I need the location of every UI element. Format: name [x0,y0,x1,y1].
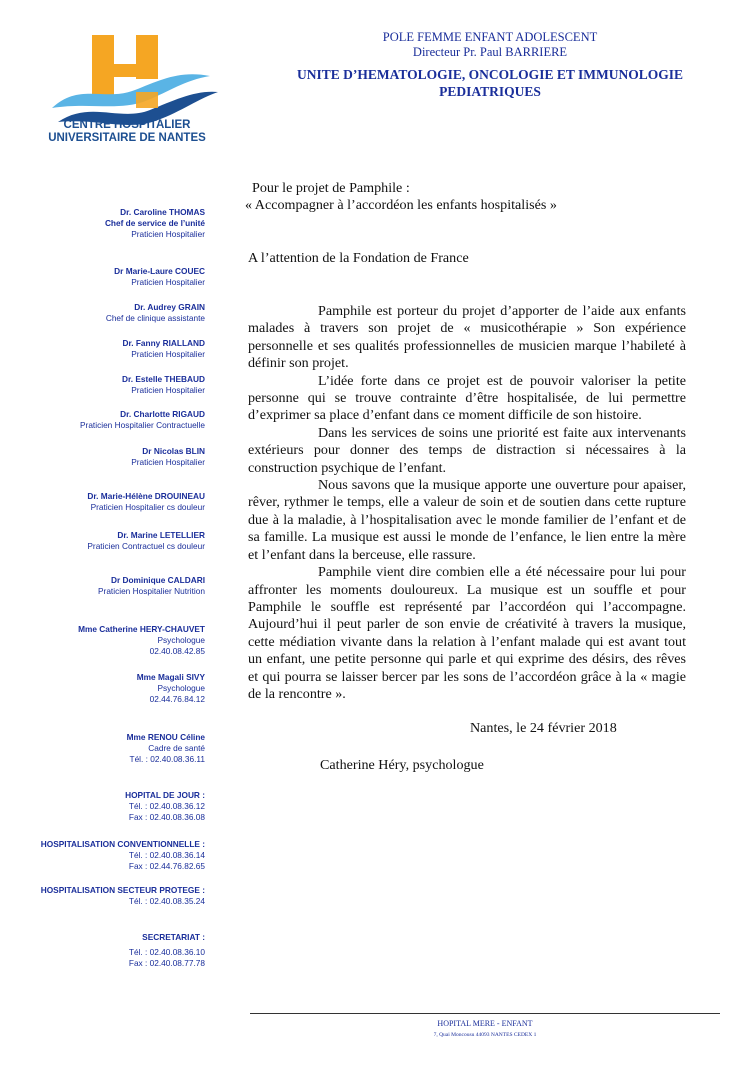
contact-fax: Fax : 02.44.76.82.65 [128,861,205,872]
staff-title: Praticien Hospitalier [131,349,205,360]
paragraph: Dans les services de soins une priorité est faite aux intervenants extérieurs pour donner des temps de distraction si nécessaires à la construction psychique de l’enfant. [248,424,686,476]
unit-title [250,66,730,100]
staff-entry [30,491,205,513]
footer-address: 7, Quai Moncousu 44093 NANTES CEDEX 1 [433,1032,537,1038]
contact-label: HOPITAL DE JOUR : [125,790,205,800]
staff-title: Praticien Hospitalier [131,385,205,396]
staff-title: Cadre de santé [148,743,205,754]
letter-body [248,303,686,703]
staff-entry [30,446,205,468]
paragraph: Pamphile est porteur du projet d’apporter de l’aide aux enfants malades à travers son projet de « musicothérapie » Son expérience personnelle et ses qualités professionnelles de musicien marque l’habileté à définir son projet. [248,303,686,372]
contact-entry [30,790,205,824]
staff-title: Psychologue [157,683,205,694]
staff-name: Dr. Charlotte RIGAUD [120,409,205,419]
logo-line2: UNIVERSITAIRE DE NANTES [48,132,206,144]
contact-phone: Tél. : 02.40.08.35.24 [128,896,205,907]
pole-title: POLE FEMME ENFANT ADOLESCENT [382,30,598,44]
staff-entry [30,374,205,396]
letter-date: Nantes, le 24 février 2018 [470,720,617,736]
staff-entry [30,409,205,431]
staff-phone: 02.40.08.42.85 [149,646,205,657]
staff-entry [30,302,205,324]
staff-title: Praticien Hospitalier cs douleur [90,502,205,513]
logo-text [32,119,222,145]
staff-title: Praticien Contractuel cs douleur [87,541,205,552]
staff-name: Dr. Marie-Hélène DROUINEAU [87,491,205,501]
paragraph: Pamphile vient dire combien elle a été nécessaire pour lui pour affronter les moments douloureux. La musique est un souffle et pour Pamphile le souffle est représenté par l’accordéon qui l’accompagne. Aujourd’hui il peut parler de son envie de créativité à travers la musique, cette médiation vivante dans la relation à l’enfant malade qui est avant tout un enfant, une petite personne qui parle et qui exprime des désirs, des rêves et qui pourra se laisser bercer par les sons de l’accordéon grâce à la « magie de la rencontre ». [248,564,686,702]
paragraph: Nous savons que la musique apporte une ouverture pour apaiser, rêver, rythmer le temps, elle a valeur de soin et de soutien dans cette rupture due à la maladie, à l’hospitalisation avec le monde familier de l’enfant et de sa famille. La musique est aussi le monde de l’enfance, le lien entre la mère et l’enfant dans la berceuse, elle rassure. [248,477,686,563]
footer-hospital: HOPITAL MERE - ENFANT [437,1019,533,1028]
contact-phone: Tél. : 02.40.08.36.12 [128,801,205,812]
contact-entry [30,839,205,873]
logo-line1: CENTRE HOSPITALIER [63,119,191,131]
staff-name: Dr. Caroline THOMAS [120,207,205,217]
staff-phone: 02.44.76.84.12 [149,694,205,705]
staff-entry [30,672,205,706]
contact-label: HOSPITALISATION CONVENTIONNELLE : [40,839,205,849]
staff-name: Dr Nicolas BLIN [142,446,205,456]
footer-divider [250,1013,720,1014]
project-line2: « Accompagner à l’accordéon les enfants hospitalisés » [245,197,557,213]
staff-entry [30,624,205,658]
staff-name: Dr Dominique CALDARI [110,575,205,585]
staff-title: Praticien Hospitalier Contractuelle [80,420,205,431]
contact-label: HOSPITALISATION SECTEUR PROTEGE : [40,885,205,895]
staff-entry [30,575,205,597]
staff-entry [30,338,205,360]
staff-role: Chef de service de l’unité [104,218,205,229]
staff-entry [30,530,205,552]
staff-name: Dr. Fanny RIALLAND [122,338,205,348]
staff-title: Praticien Hospitalier [131,229,205,240]
staff-title: Praticien Hospitalier Nutrition [98,586,205,597]
unit-title-line1: UNITE D’HEMATOLOGIE, ONCOLOGIE ET IMMUNOLOGIE [297,67,683,82]
staff-title: Praticien Hospitalier [131,277,205,288]
unit-title-line2: PEDIATRIQUES [439,84,541,99]
staff-phone: Tél. : 02.40.08.36.11 [129,754,205,765]
director-line: Directeur Pr. Paul BARRIERE [412,45,568,59]
contact-fax: Fax : 02.40.08.77.78 [128,958,205,969]
contact-fax: Fax : 02.40.08.36.08 [128,812,205,823]
staff-entry [30,732,205,766]
staff-name: Dr. Marine LETELLIER [117,530,205,540]
signature: Catherine Héry, psychologue [320,757,484,773]
staff-name: Mme Magali SIVY [136,672,205,682]
project-line1: Pour le projet de Pamphile : [252,180,410,196]
contact-phone: Tél. : 02.40.08.36.10 [128,947,205,958]
contact-entry [30,932,205,970]
staff-name: Mme RENOU Céline [126,732,205,742]
staff-entry [30,207,205,241]
staff-name: Mme Catherine HERY-CHAUVET [78,624,205,634]
contact-entry [30,885,205,907]
staff-title: Psychologue [157,635,205,646]
contact-label: SECRETARIAT : [142,932,205,942]
contact-phone: Tél. : 02.40.08.36.14 [128,850,205,861]
staff-name: Dr. Estelle THEBAUD [122,374,205,384]
paragraph: L’idée forte dans ce projet est de pouvoir valoriser la petite personne qui se trouve contrainte d’être hospitalisée, de lui permettre d’exprimer sa place d’enfant dans ce moment difficile de son histoire. [248,372,686,424]
project-title [245,180,685,214]
staff-title: Chef de clinique assistante [105,313,205,324]
attention-line: A l’attention de la Fondation de France [248,250,469,266]
staff-name: Dr. Audrey GRAIN [134,302,205,312]
staff-name: Dr Marie-Laure COUEC [114,266,205,276]
staff-title: Praticien Hospitalier [131,457,205,468]
staff-entry [30,266,205,288]
